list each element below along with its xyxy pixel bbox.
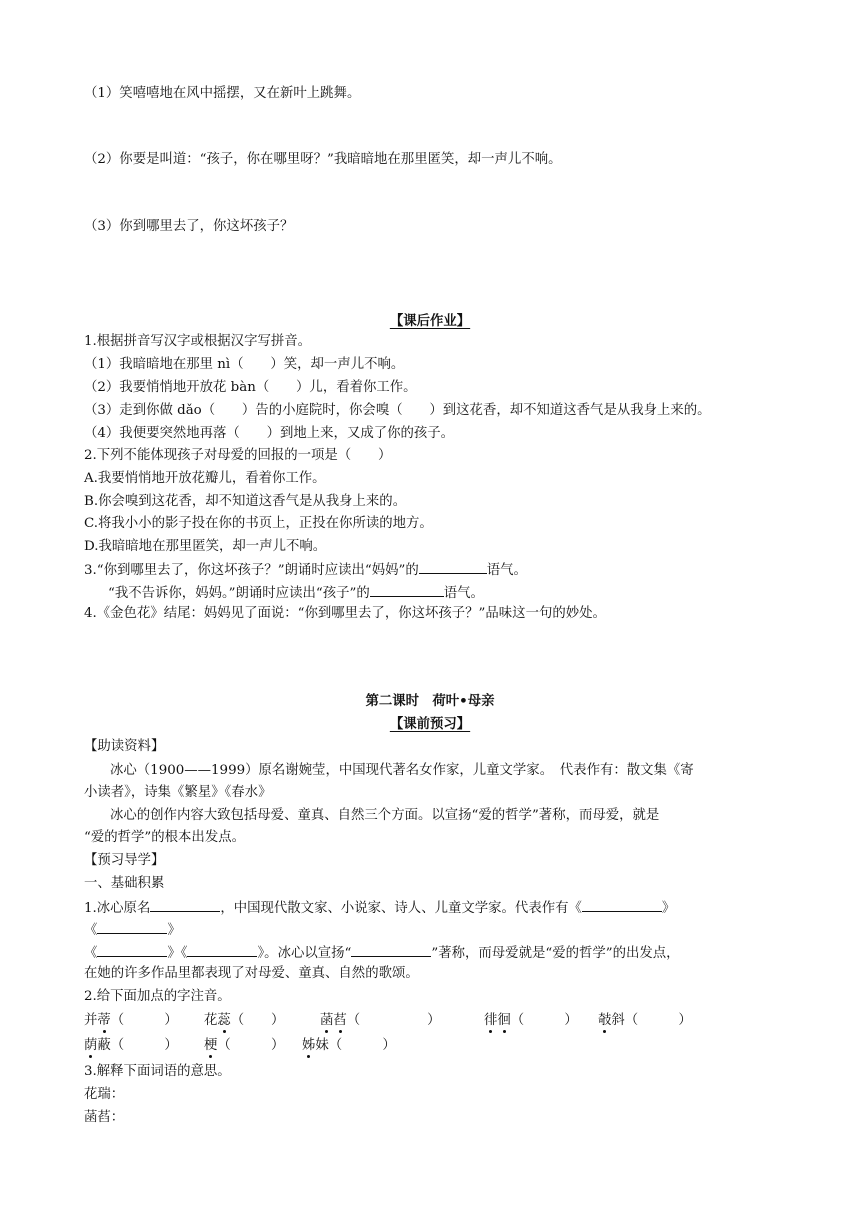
guide-heading: 【预习导学】 bbox=[84, 853, 165, 868]
dotted-char: 萏 bbox=[333, 1013, 347, 1028]
dotted-char: 攲 bbox=[598, 1013, 612, 1028]
pinyin-item: 并蒂（ ） bbox=[84, 1013, 178, 1028]
q1-text-c: 》 bbox=[661, 901, 676, 916]
q1-text-b: ，中国现代散文家、小说家、诗人、儿童文学家。代表作有《 bbox=[220, 901, 582, 916]
reading-p1-line2: 小读者》，诗集《繁星》《春水》 bbox=[84, 785, 272, 800]
lesson2-q1-line1b bbox=[84, 919, 181, 941]
word-huarui: 花瑞： bbox=[84, 1087, 125, 1102]
pinyin-item: 徘徊（ ） bbox=[484, 1013, 578, 1028]
q1-line2-b: 》《 bbox=[167, 946, 188, 961]
dotted-char: 荫 bbox=[84, 1038, 98, 1053]
q1-blank-philosophy[interactable] bbox=[351, 942, 431, 957]
homework-q1-item-3: （3）走到你做 dǎo（ ）告的小庭院时，你会嗅（ ）到这花香，却不知道这香气是从我身上来的。 bbox=[84, 403, 711, 418]
lesson2-q3: 3.解释下面词语的意思。 bbox=[84, 1064, 231, 1079]
reading-heading: 【助读资料】 bbox=[84, 739, 165, 754]
pinyin-item: 荫蔽（ ） bbox=[84, 1038, 178, 1053]
dotted-char: 徘 bbox=[484, 1013, 498, 1028]
dotted-char: 菡 bbox=[320, 1013, 334, 1028]
homework-q3-a bbox=[84, 559, 527, 581]
q1-blank-work-3[interactable] bbox=[97, 942, 167, 957]
pinyin-item: 花蕊（ ） bbox=[204, 1013, 285, 1028]
lesson2-q1-line3: 在她的许多作品里都表现了对母爱、童真、自然的歌颂。 bbox=[84, 966, 419, 981]
q1-text-e: 》 bbox=[167, 923, 181, 938]
word-handan: 菡萏： bbox=[84, 1110, 125, 1125]
q3-a-text: 3.“你到哪里去了，你这坏孩子？”朗诵时应读出“妈妈”的 bbox=[84, 563, 419, 578]
homework-q2-option-c: C.将我小小的影子投在你的书页上，正投在你所读的地方。 bbox=[84, 516, 433, 531]
homework-q2-option-a: A.我要悄悄地开放花瓣儿，看着你工作。 bbox=[84, 471, 326, 486]
section-basic: 一、基础积累 bbox=[84, 876, 165, 891]
lesson2-q1-line1 bbox=[84, 897, 675, 919]
q1-line2-a: 《 bbox=[84, 946, 98, 961]
q3-a-blank[interactable] bbox=[419, 559, 487, 574]
homework-q1-item-1: （1）我暗暗地在那里 nì（ ）笑，却一声儿不响。 bbox=[84, 357, 405, 372]
homework-q1-item-2: （2）我要悄悄地开放花 bàn（ ）儿，看着你工作。 bbox=[84, 380, 417, 395]
sentence-3: （3）你到哪里去了，你这坏孩子？ bbox=[84, 219, 294, 234]
homework-q3-b bbox=[108, 582, 484, 604]
homework-q1: 1.根据拼音写汉字或根据汉字写拼音。 bbox=[84, 334, 312, 349]
pinyin-item: 菡萏（ ） bbox=[320, 1013, 441, 1028]
q3-b-text: “我不告诉你，妈妈。”朗诵时应读出“孩子”的 bbox=[108, 586, 370, 601]
sentence-1: （1）笑嘻嘻地在风中摇摆，又在新叶上跳舞。 bbox=[84, 86, 361, 101]
q3-a-suffix: 语气。 bbox=[486, 563, 527, 578]
q3-b-blank[interactable] bbox=[370, 582, 444, 597]
preview-heading: 【课前预习】 bbox=[389, 716, 471, 732]
q3-b-suffix: 语气。 bbox=[443, 586, 484, 601]
homework-q4: 4.《金色花》结尾：妈妈见了面说：“你到哪里去了，你这坏孩子？”品味这一句的妙处。 bbox=[84, 606, 606, 621]
pinyin-item: 姊妹（ ） bbox=[302, 1038, 396, 1053]
q1-blank-name[interactable] bbox=[150, 897, 220, 912]
q1-text-d: 《 bbox=[84, 923, 98, 938]
homework-heading: 【课后作业】 bbox=[389, 313, 471, 329]
reading-p2-line2: “爱的哲学”的根本出发点。 bbox=[84, 830, 245, 845]
q1-text-a: 1.冰心原名 bbox=[84, 901, 151, 916]
reading-p1-line1: 冰心（1900——1999）原名谢婉莹，中国现代著名女作家，儿童文学家。 代表作有：散文集《寄 bbox=[110, 763, 694, 778]
homework-q1-item-4: （4）我便要突然地再落（ ）到地上来，又成了你的孩子。 bbox=[84, 426, 455, 441]
pinyin-item: 梗（ ） bbox=[204, 1038, 285, 1053]
lesson2-title: 第二课时 荷叶•母亲 bbox=[365, 693, 495, 709]
q1-blank-work-2[interactable] bbox=[97, 919, 167, 934]
dotted-char: 蕊 bbox=[217, 1013, 231, 1028]
dotted-char: 徊 bbox=[497, 1013, 511, 1028]
homework-q2-option-d: D.我暗暗地在那里匿笑，却一声儿不响。 bbox=[84, 539, 327, 554]
homework-q2: 2.下列不能体现孩子对母爱的回报的一项是（ ） bbox=[84, 448, 392, 463]
q1-blank-work-1[interactable] bbox=[582, 897, 662, 912]
pinyin-item: 攲斜（ ） bbox=[598, 1013, 692, 1028]
homework-q2-option-b: B.你会嗅到这花香，却不知道这香气是从我身上来的。 bbox=[84, 494, 407, 509]
lesson2-q1-line2 bbox=[84, 942, 680, 964]
q1-line2-d: ”著称，而母爱就是“爱的哲学”的出发点， bbox=[431, 946, 680, 961]
reading-p2-line1: 冰心的创作内容大致包括母爱、童真、自然三个方面。以宣扬“爱的哲学”著称，而母爱，就是 bbox=[110, 808, 660, 823]
sentence-2: （2）你要是叫道：“孩子，你在哪里呀？”我暗暗地在那里匿笑，却一声儿不响。 bbox=[84, 152, 562, 167]
dotted-char: 姊 bbox=[302, 1038, 316, 1053]
dotted-char: 蒂 bbox=[97, 1013, 111, 1028]
q1-line2-c: 》。冰心以宣扬“ bbox=[257, 946, 352, 961]
lesson2-q2: 2.给下面加点的字注音。 bbox=[84, 989, 231, 1004]
q1-blank-work-4[interactable] bbox=[187, 942, 257, 957]
dotted-char: 梗 bbox=[204, 1038, 218, 1053]
